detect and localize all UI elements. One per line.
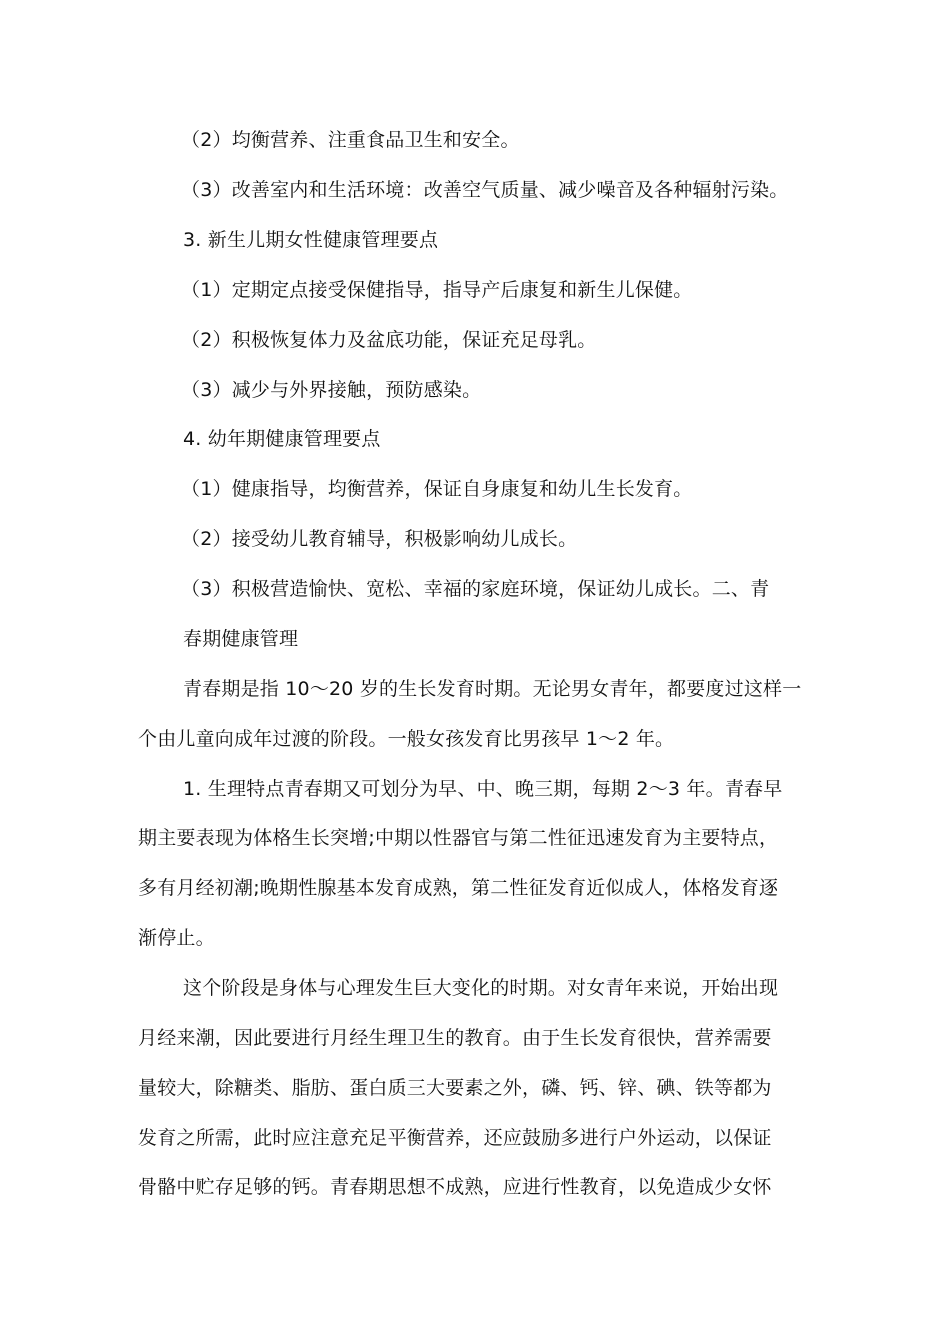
list-item: （3）改善室内和生活环境：改善空气质量、减少噪音及各种辐射污染。	[181, 179, 789, 201]
paragraph-line: 青春期是指 10～20 岁的生长发育时期。无论男女青年，都要度过这样一	[183, 678, 802, 700]
paragraph-line: 骨骼中贮存足够的钙。青春期思想不成熟，应进行性教育，以免造成少女怀	[138, 1176, 772, 1198]
section-heading: 4. 幼年期健康管理要点	[183, 428, 381, 450]
list-item: （2）均衡营养、注重食品卫生和安全。	[181, 129, 520, 151]
paragraph-line: 量较大，除糖类、脂肪、蛋白质三大要素之外，磷、钙、锌、碘、铁等都为	[138, 1077, 772, 1099]
paragraph-line: 多有月经初潮;晚期性腺基本发育成熟，第二性征发育近似成人，体格发育逐	[138, 877, 779, 899]
list-item: （2）接受幼儿教育辅导，积极影响幼儿成长。	[181, 528, 578, 550]
list-item: （3）积极营造愉快、宽松、幸福的家庭环境，保证幼儿成长。二、青	[181, 578, 770, 600]
paragraph-line: 月经来潮，因此要进行月经生理卫生的教育。由于生长发育很快，营养需要	[138, 1027, 772, 1049]
section-heading: 3. 新生儿期女性健康管理要点	[183, 229, 439, 251]
list-item: （2）积极恢复体力及盆底功能，保证充足母乳。	[181, 329, 597, 351]
paragraph-line: 这个阶段是身体与心理发生巨大变化的时期。对女青年来说，开始出现	[183, 977, 779, 999]
paragraph-line: 1. 生理特点青春期又可划分为早、中、晚三期，每期 2～3 年。青春早	[183, 778, 783, 800]
paragraph-line: 发育之所需，此时应注意充足平衡营养，还应鼓励多进行户外运动，以保证	[138, 1127, 772, 1149]
paragraph-line: 个由儿童向成年过渡的阶段。一般女孩发育比男孩早 1～2 年。	[138, 728, 675, 750]
section-heading: 春期健康管理	[183, 628, 299, 650]
paragraph-line: 期主要表现为体格生长突增;中期以性器官与第二性征迅速发育为主要特点，	[138, 827, 779, 849]
list-item: （3）减少与外界接触，预防感染。	[181, 379, 482, 401]
paragraph-line: 渐停止。	[138, 927, 215, 949]
list-item: （1）定期定点接受保健指导，指导产后康复和新生儿保健。	[181, 279, 693, 301]
list-item: （1）健康指导，均衡营养，保证自身康复和幼儿生长发育。	[181, 478, 693, 500]
